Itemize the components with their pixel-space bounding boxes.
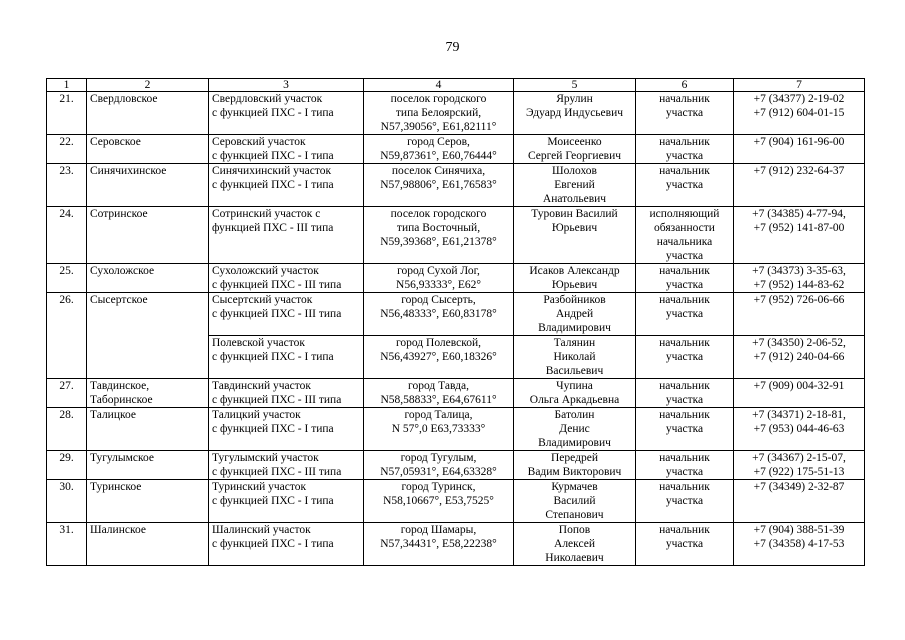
person-cell: [514, 480, 636, 523]
phone-cell-line: +7 (34349) 2-32-87: [753, 481, 845, 493]
table-row: [47, 135, 865, 164]
person-cell-line: Талянин: [553, 337, 596, 349]
location-cell-line: N57,98806°, E61,76583°: [380, 179, 497, 191]
person-cell-line: Анатольевич: [542, 193, 607, 205]
position-cell: [636, 92, 734, 135]
district-cell: [87, 164, 209, 207]
person-cell-line: Туровин Василий: [531, 208, 618, 220]
person-cell-line: Николай: [553, 351, 596, 363]
unit-cell-line: функцией ПХС - III типа: [212, 222, 334, 234]
person-cell-line: Ярулин: [556, 93, 593, 105]
district-cell-line: Сотринское: [90, 208, 148, 220]
position-cell-line: начальник: [659, 452, 710, 464]
unit-cell-line: с функцией ПХС - I типа: [212, 107, 334, 119]
location-cell-line: типа Белоярский,: [395, 107, 482, 119]
district-cell: [87, 408, 209, 451]
phone-cell: [734, 523, 865, 566]
unit-cell: [209, 164, 364, 207]
unit-cell: [209, 293, 364, 336]
unit-cell-line: Тугулымский участок: [212, 452, 319, 464]
unit-cell-line: Шалинский участок: [212, 524, 311, 536]
unit-cell-line: Свердловский участок: [212, 93, 323, 105]
position-cell-line: начальник: [659, 265, 710, 277]
column-number: 3: [209, 79, 364, 92]
person-cell-line: Сергей Георгиевич: [527, 150, 622, 162]
district-cell-line: Тугулымское: [90, 452, 155, 464]
location-cell: [364, 207, 514, 264]
unit-cell-line: Сотринский участок с: [212, 208, 321, 220]
district-cell-line: Сухоложское: [90, 265, 155, 277]
table-row: [47, 293, 865, 336]
phone-cell-line: +7 (953) 044-46-63: [753, 423, 845, 435]
location-cell: [364, 408, 514, 451]
unit-cell-line: Тавдинский участок: [212, 380, 311, 392]
phone-cell-line: +7 (34358) 4-17-53: [753, 538, 845, 550]
location-cell-line: N59,87361°, E60,76444°: [380, 150, 497, 162]
person-cell-line: Евгений: [554, 179, 595, 191]
location-cell-line: типа Восточный,: [396, 222, 481, 234]
column-number: 6: [636, 79, 734, 92]
district-cell: [87, 135, 209, 164]
position-cell-line: обязанности: [654, 222, 715, 234]
district-cell-line: Синячихинское: [90, 165, 167, 177]
position-cell-line: участка: [665, 179, 704, 191]
column-number: 4: [364, 79, 514, 92]
district-cell-line: Тавдинское,: [90, 380, 150, 392]
person-cell: [514, 264, 636, 293]
location-cell: [364, 451, 514, 480]
district-cell: [87, 293, 209, 379]
unit-cell-line: с функцией ПХС - I типа: [212, 538, 334, 550]
position-cell-line: участка: [665, 250, 704, 262]
location-cell-line: город Сухой Лог,: [397, 265, 480, 277]
position-cell: [636, 480, 734, 523]
position-cell-line: начальник: [659, 524, 710, 536]
unit-cell-line: Синячихинский участок: [212, 165, 332, 177]
unit-cell-line: Талицкий участок: [212, 409, 301, 421]
location-cell-line: город Шамары,: [400, 524, 477, 536]
unit-cell-line: с функцией ПХС - I типа: [212, 495, 334, 507]
person-cell-line: Андрей: [555, 308, 594, 320]
column-number: 2: [87, 79, 209, 92]
position-cell: [636, 336, 734, 379]
position-cell-line: начальник: [659, 165, 710, 177]
district-cell-line: Свердловское: [90, 93, 158, 105]
position-cell: [636, 207, 734, 264]
page-number: 79: [445, 40, 460, 55]
unit-cell: [209, 264, 364, 293]
location-cell-line: город Тавда,: [408, 380, 469, 392]
location-cell-line: N58,10667°, E53,7525°: [383, 495, 494, 507]
phone-cell-line: +7 (34385) 4-77-94,: [752, 208, 846, 220]
forestry-contacts-table: [46, 78, 865, 566]
location-cell-line: поселок городского: [390, 93, 487, 105]
phone-cell-line: +7 (34373) 3-35-63,: [752, 265, 846, 277]
person-cell: [514, 379, 636, 408]
column-number: 5: [514, 79, 636, 92]
location-cell-line: поселок Синячиха,: [391, 165, 486, 177]
location-cell-line: N57,05931°, E64,63328°: [380, 466, 497, 478]
person-cell-line: Курмачев: [551, 481, 598, 493]
position-cell-line: участка: [665, 150, 704, 162]
person-cell: [514, 408, 636, 451]
phone-cell-line: +7 (952) 141-87-00: [753, 222, 845, 234]
person-cell-line: Разбойников: [543, 294, 606, 306]
row-number-cell: 27.: [47, 379, 87, 408]
position-cell-line: участка: [665, 279, 704, 291]
district-cell: [87, 207, 209, 264]
phone-cell-line: +7 (34371) 2-18-81,: [752, 409, 846, 421]
district-cell: [87, 480, 209, 523]
position-cell-line: участка: [665, 107, 704, 119]
district-cell-line: Таборинское: [90, 394, 153, 406]
position-cell-line: исполняющий: [649, 208, 720, 220]
phone-cell: [734, 264, 865, 293]
person-cell-line: Юрьевич: [551, 279, 598, 291]
location-cell-line: город Туринск,: [401, 481, 476, 493]
person-cell-line: Шолохов: [552, 165, 597, 177]
location-cell-line: N58,58833°, E64,67611°: [380, 394, 497, 406]
location-cell: [364, 92, 514, 135]
table-row: [47, 480, 865, 523]
unit-cell-line: с функцией ПХС - I типа: [212, 423, 334, 435]
person-cell-line: Николаевич: [545, 552, 604, 564]
phone-cell-line: +7 (952) 726-06-66: [753, 294, 845, 306]
person-cell-line: Ольга Аркадьевна: [529, 394, 620, 406]
location-cell: [364, 264, 514, 293]
phone-cell-line: +7 (904) 161-96-00: [753, 136, 845, 148]
location-cell: [364, 135, 514, 164]
unit-cell-line: Сысертский участок: [212, 294, 313, 306]
position-cell-line: начальника: [656, 236, 713, 248]
row-number-cell: 21.: [47, 92, 87, 135]
row-number-cell: 26.: [47, 293, 87, 379]
phone-cell-line: +7 (34367) 2-15-07,: [752, 452, 846, 464]
person-cell-line: Алексей: [554, 538, 595, 550]
row-number-cell: 28.: [47, 408, 87, 451]
position-cell-line: начальник: [659, 380, 710, 392]
district-cell-line: Сысертское: [90, 294, 148, 306]
table-row: [47, 379, 865, 408]
position-cell-line: участка: [665, 423, 704, 435]
district-cell-line: Туринское: [90, 481, 142, 493]
unit-cell: [209, 523, 364, 566]
unit-cell: [209, 207, 364, 264]
row-number-cell: 31.: [47, 523, 87, 566]
person-cell: [514, 92, 636, 135]
position-cell-line: участка: [665, 394, 704, 406]
unit-cell-line: Серовский участок: [212, 136, 306, 148]
location-cell: [364, 480, 514, 523]
location-cell: [364, 293, 514, 336]
person-cell: [514, 164, 636, 207]
location-cell-line: N57,39056°, E61,82111°: [380, 121, 497, 133]
district-cell-line: Серовское: [90, 136, 141, 148]
table-body: [47, 92, 865, 566]
person-cell-line: Васильевич: [545, 365, 604, 377]
position-cell: [636, 379, 734, 408]
position-cell: [636, 523, 734, 566]
phone-cell-line: +7 (909) 004-32-91: [753, 380, 845, 392]
person-cell: [514, 135, 636, 164]
person-cell-line: Исаков Александр: [529, 265, 620, 277]
phone-cell-line: +7 (904) 388-51-39: [753, 524, 845, 536]
person-cell-line: Батолин: [554, 409, 595, 421]
person-cell-line: Эдуард Индусьевич: [525, 107, 624, 119]
unit-cell: [209, 336, 364, 379]
district-cell-line: Талицкое: [90, 409, 136, 421]
person-cell: [514, 451, 636, 480]
unit-cell-line: Полевской участок: [212, 337, 305, 349]
location-cell-line: N59,39368°, E61,21378°: [380, 236, 497, 248]
location-cell-line: город Талица,: [404, 409, 473, 421]
unit-cell: [209, 92, 364, 135]
unit-cell-line: с функцией ПХС - III типа: [212, 466, 342, 478]
location-cell-line: N56,43927°, E60,18326°: [380, 351, 497, 363]
person-cell-line: Попов: [558, 524, 591, 536]
table-row: [47, 264, 865, 293]
person-cell-line: Владимирович: [538, 322, 611, 334]
phone-cell-line: +7 (34350) 2-06-52,: [752, 337, 846, 349]
position-cell-line: начальник: [659, 409, 710, 421]
unit-cell: [209, 379, 364, 408]
position-cell: [636, 293, 734, 336]
phone-cell: [734, 480, 865, 523]
phone-cell: [734, 408, 865, 451]
unit-cell-line: Туринский участок: [212, 481, 307, 493]
district-cell: [87, 451, 209, 480]
unit-cell-line: с функцией ПХС - I типа: [212, 179, 334, 191]
location-cell-line: N 57°,0 E63,73333°: [391, 423, 486, 435]
location-cell-line: N57,34431°, E58,22238°: [380, 538, 497, 550]
row-number-cell: 23.: [47, 164, 87, 207]
unit-cell-line: Сухоложский участок: [212, 265, 319, 277]
person-cell-line: Вадим Викторович: [527, 466, 622, 478]
unit-cell: [209, 451, 364, 480]
table-row: [47, 408, 865, 451]
unit-cell-line: с функцией ПХС - III типа: [212, 394, 342, 406]
district-cell: [87, 523, 209, 566]
district-cell: [87, 92, 209, 135]
table-row: [47, 207, 865, 264]
phone-cell: [734, 135, 865, 164]
unit-cell: [209, 480, 364, 523]
unit-cell: [209, 408, 364, 451]
position-cell-line: участка: [665, 466, 704, 478]
phone-cell: [734, 293, 865, 336]
position-cell-line: участка: [665, 538, 704, 550]
position-cell-line: начальник: [659, 481, 710, 493]
person-cell-line: Моисеенко: [547, 136, 602, 148]
position-cell-line: начальник: [659, 294, 710, 306]
phone-cell-line: +7 (922) 175-51-13: [753, 466, 845, 478]
unit-cell-line: с функцией ПХС - III типа: [212, 279, 342, 291]
position-cell: [636, 264, 734, 293]
column-number: 7: [734, 79, 865, 92]
row-number-cell: 25.: [47, 264, 87, 293]
position-cell: [636, 408, 734, 451]
location-cell-line: город Сысерть,: [401, 294, 476, 306]
location-cell: [364, 523, 514, 566]
position-cell: [636, 451, 734, 480]
location-cell-line: город Полевской,: [395, 337, 482, 349]
location-cell-line: поселок городского: [390, 208, 487, 220]
row-number-cell: 30.: [47, 480, 87, 523]
location-cell: [364, 379, 514, 408]
position-cell-line: начальник: [659, 337, 710, 349]
location-cell-line: город Тугулым,: [400, 452, 477, 464]
column-number: 1: [47, 79, 87, 92]
person-cell-line: Василий: [553, 495, 596, 507]
position-cell: [636, 164, 734, 207]
district-cell: [87, 264, 209, 293]
phone-cell: [734, 379, 865, 408]
district-cell: [87, 379, 209, 408]
table-row: [47, 92, 865, 135]
location-cell-line: N56,93333°, E62°: [396, 279, 481, 291]
unit-cell-line: с функцией ПХС - I типа: [212, 351, 334, 363]
person-cell: [514, 293, 636, 336]
phone-cell: [734, 451, 865, 480]
person-cell-line: Степанович: [545, 509, 604, 521]
table-row: [47, 523, 865, 566]
table-row: [47, 451, 865, 480]
person-cell-line: Юрьевич: [551, 222, 598, 234]
position-cell-line: участка: [665, 351, 704, 363]
phone-cell: [734, 164, 865, 207]
phone-cell: [734, 207, 865, 264]
person-cell-line: Владимирович: [538, 437, 611, 449]
person-cell: [514, 523, 636, 566]
position-cell: [636, 135, 734, 164]
row-number-cell: 29.: [47, 451, 87, 480]
position-cell-line: участка: [665, 495, 704, 507]
phone-cell-line: +7 (912) 604-01-15: [753, 107, 845, 119]
phone-cell-line: +7 (952) 144-83-62: [753, 279, 845, 291]
location-cell: [364, 164, 514, 207]
location-cell-line: N56,48333°, E60,83178°: [380, 308, 497, 320]
row-number-cell: 24.: [47, 207, 87, 264]
table-row: [47, 164, 865, 207]
unit-cell-line: с функцией ПХС - III типа: [212, 308, 342, 320]
district-cell-line: Шалинское: [90, 524, 146, 536]
unit-cell: [209, 135, 364, 164]
person-cell-line: Чупина: [556, 380, 593, 392]
phone-cell-line: +7 (912) 240-04-66: [753, 351, 845, 363]
position-cell-line: начальник: [659, 93, 710, 105]
phone-cell-line: +7 (34377) 2-19-02: [753, 93, 845, 105]
location-cell: [364, 336, 514, 379]
column-number-row: [47, 79, 865, 92]
phone-cell: [734, 92, 865, 135]
location-cell-line: город Серов,: [407, 136, 470, 148]
row-number-cell: 22.: [47, 135, 87, 164]
unit-cell-line: с функцией ПХС - I типа: [212, 150, 334, 162]
position-cell-line: начальник: [659, 136, 710, 148]
person-cell-line: Передрей: [551, 452, 598, 464]
person-cell-line: Денис: [559, 423, 590, 435]
position-cell-line: участка: [665, 308, 704, 320]
phone-cell-line: +7 (912) 232-64-37: [753, 165, 845, 177]
person-cell: [514, 336, 636, 379]
phone-cell: [734, 336, 865, 379]
person-cell: [514, 207, 636, 264]
